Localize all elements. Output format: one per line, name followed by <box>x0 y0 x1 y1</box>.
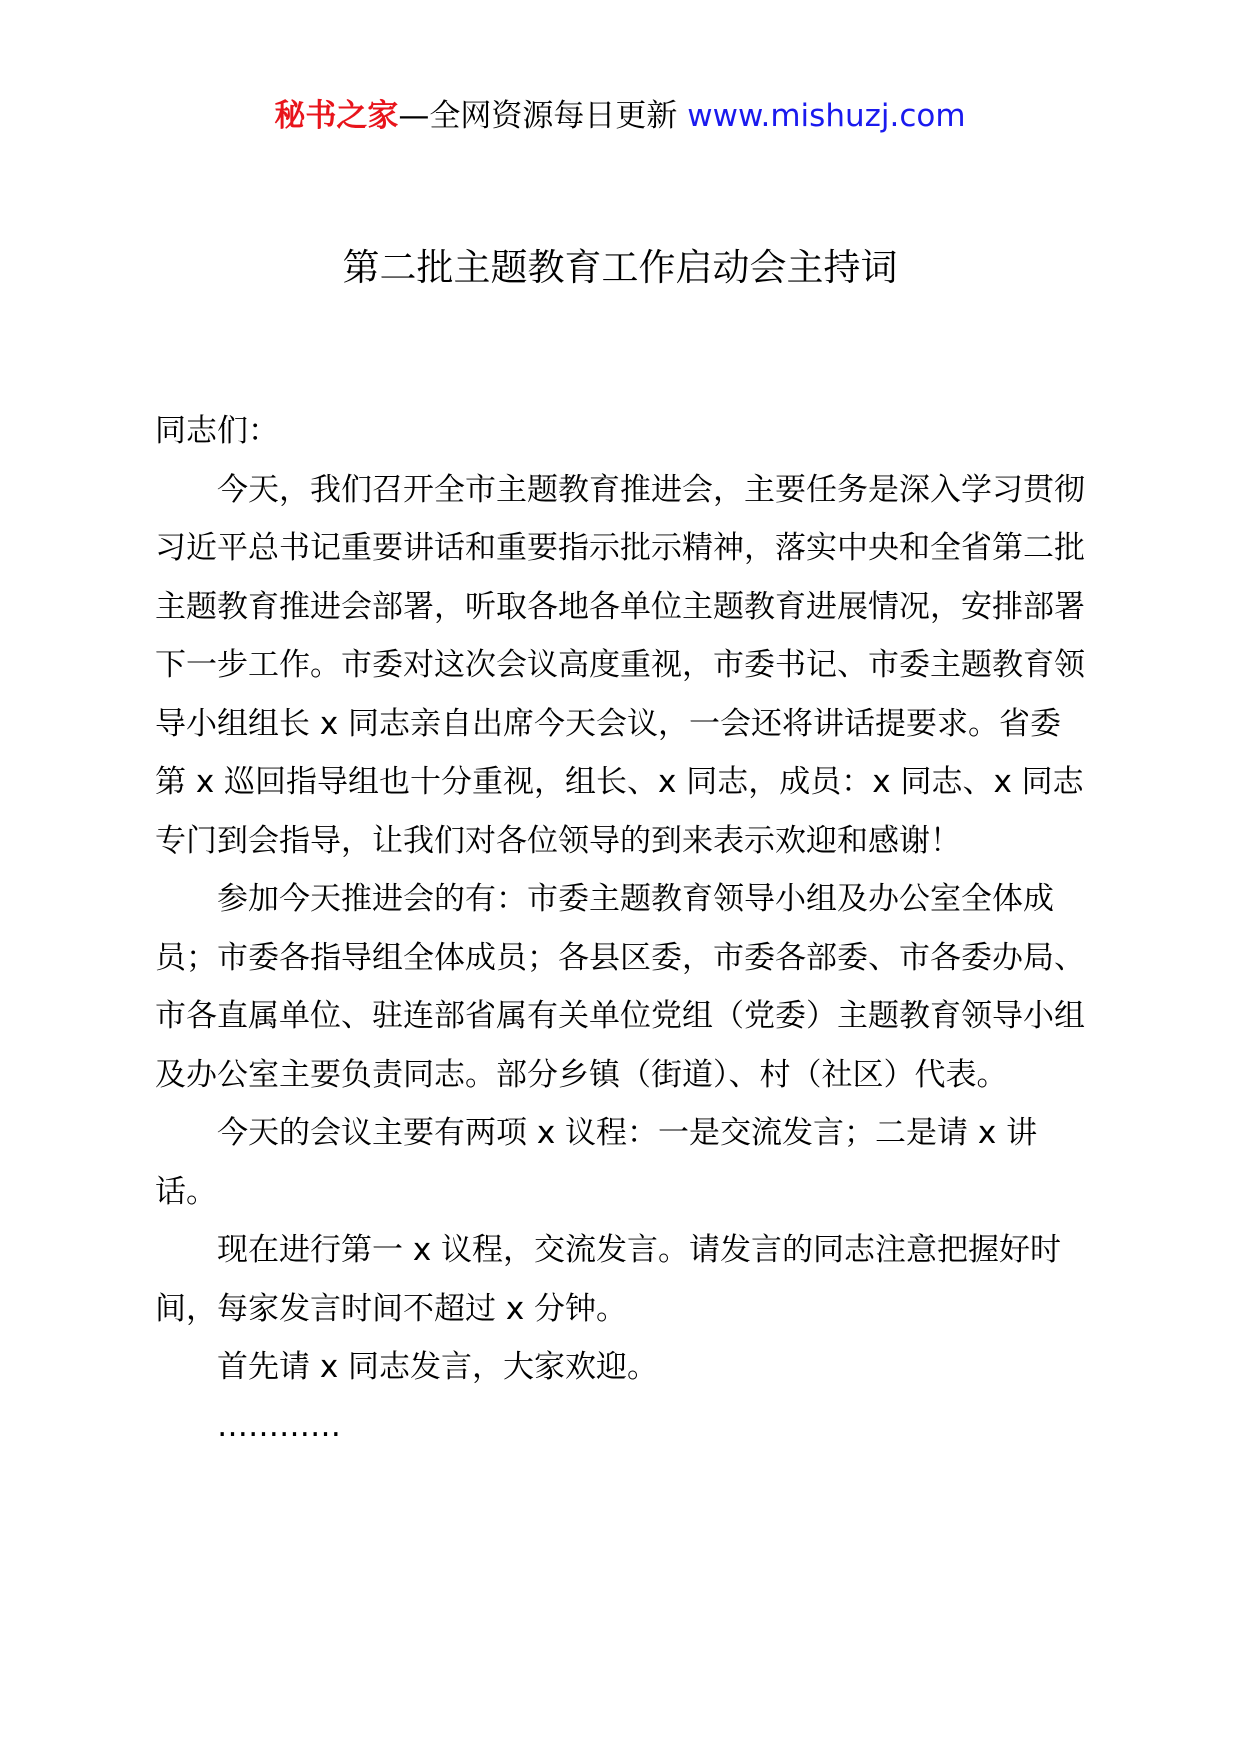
document-title: 第二批主题教育工作启动会主持词 <box>342 246 898 289</box>
site-tagline: —全网资源每日更新 <box>398 98 688 134</box>
site-brand: 秘书之家 <box>274 98 399 134</box>
paragraph-opening: 今天，我们召开全市主题教育推进会，主要任务是深入学习贯彻习近平总书记重要讲话和重要指示批示精神，落实中央和全省第二批主题教育推进会部署，听取各地各单位主题教育进展情况，安排部署下一步工作。市委对这次会议高度重视，市委书记、市委主题教育领导小组组长 x 同志亲自出席今天会议，一会还将讲话提要求。省委第 x 巡回指导组也十分重视，组长、x 同志，成员：x 同志、x 同志专门到会指导，让我们对各位领导的到来表示欢迎和感谢！ <box>155 471 1085 859</box>
site-url-link[interactable]: www.mishuzj.com <box>687 98 966 134</box>
paragraph-first-item: 现在进行第一 x 议程，交流发言。请发言的同志注意把握好时间，每家发言时间不超过 x 分钟。 <box>155 1232 1062 1327</box>
salutation: 同志们： <box>155 413 279 449</box>
paragraph-first-speaker: 首先请 x 同志发言，大家欢迎。 <box>217 1349 659 1385</box>
site-header <box>0 96 1240 136</box>
paragraph-agenda: 今天的会议主要有两项 x 议程：一是交流发言；二是请 x 讲话。 <box>155 1115 1038 1210</box>
document-body <box>155 402 1085 1455</box>
paragraph-ellipsis: ………… <box>217 1407 341 1444</box>
paragraph-attendees: 参加今天推进会的有：市委主题教育领导小组及办公室全体成员；市委各指导组全体成员；各县区委，市委各部委、市各委办局、市各直属单位、驻连部省属有关单位党组（党委）主题教育领导小组及办公室主要负责同志。部分乡镇（街道）、村（社区）代表。 <box>155 881 1085 1093</box>
